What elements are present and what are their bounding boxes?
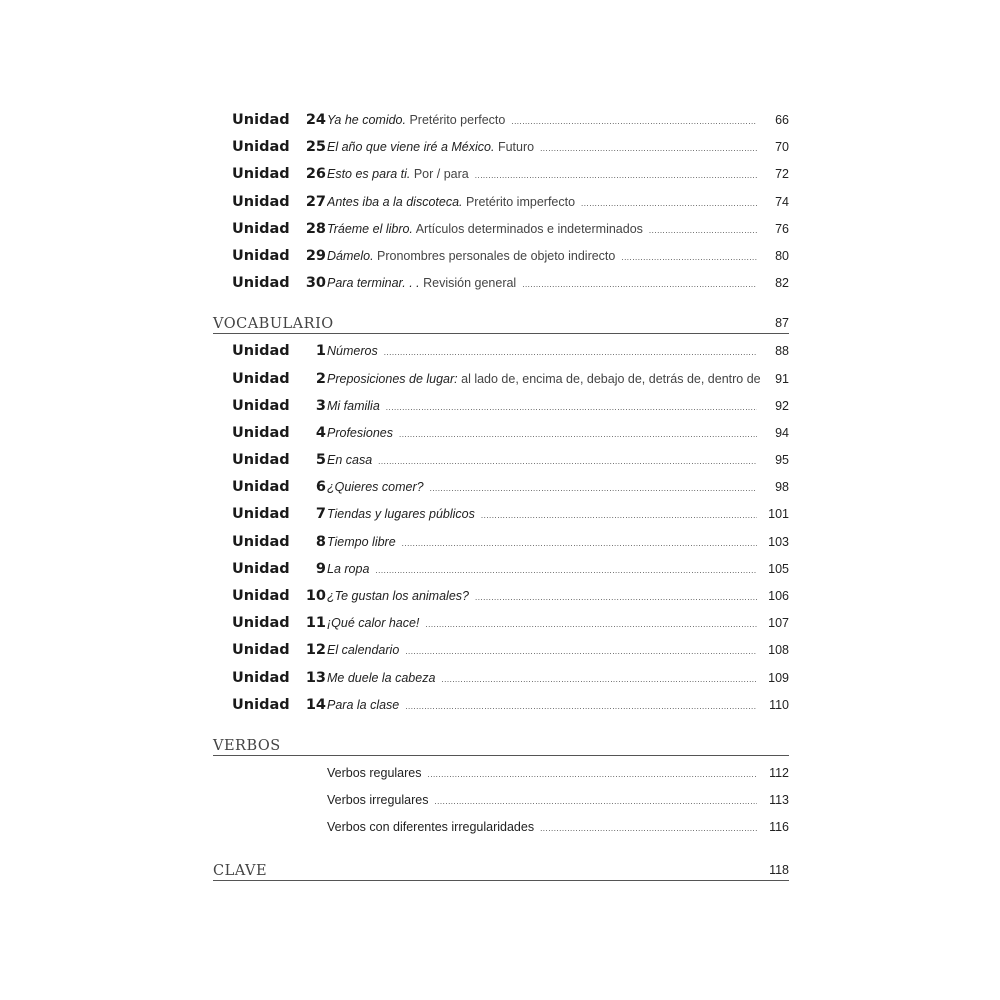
entry-title: [327, 270, 516, 297]
dot-leader: [621, 254, 757, 262]
unit-label: [213, 447, 327, 474]
unit-word: Unidad: [232, 247, 290, 264]
section-header-verbos: [213, 729, 789, 756]
unit-number: 8: [315, 533, 326, 550]
toc-entry-row: [213, 134, 789, 161]
entry: [327, 787, 767, 814]
entry: [327, 610, 767, 637]
entry: [327, 637, 767, 664]
page-number: 91: [775, 371, 789, 386]
entry-title: [327, 692, 399, 719]
section-page-number: 118: [769, 862, 789, 877]
entry-title: [327, 556, 369, 583]
unit-word: Unidad: [232, 343, 290, 360]
unit-number: 27: [305, 193, 326, 210]
entry-title: Verbos irregulares: [327, 793, 429, 808]
page-number: 70: [775, 140, 789, 155]
unit-label: [213, 529, 327, 556]
entry-title-italic: Ya he comido.: [327, 113, 406, 127]
entry-title-italic: La ropa: [327, 561, 370, 576]
entry: [327, 814, 767, 841]
entry-title: [327, 243, 615, 270]
entry-title-italic: ¿Te gustan los animales?: [327, 589, 469, 603]
toc-entry-row: [213, 393, 789, 420]
page-number: 94: [775, 425, 789, 440]
dot-leader: [386, 404, 757, 412]
unit-word: Unidad: [232, 533, 290, 550]
dot-leader: [378, 458, 757, 466]
unit-word: Unidad: [232, 588, 290, 604]
unit-label: [213, 692, 327, 719]
entry-title-plain: Artículos determinados e indeterminados: [412, 221, 643, 236]
entry: [327, 393, 767, 420]
unit-word: Unidad: [232, 112, 290, 128]
entry-title-italic: ¡Qué calor hace!: [327, 616, 420, 631]
page-number: 116: [769, 820, 789, 835]
unit-number: 10: [305, 588, 326, 604]
toc-entry-row: [213, 501, 789, 528]
toc-entry-row: [213, 366, 789, 393]
toc-entry-row: [213, 107, 789, 134]
page-number: 113: [769, 793, 789, 808]
entry-title: Verbos regulares: [327, 765, 422, 780]
entry-title: [327, 216, 643, 243]
entry: [327, 692, 767, 719]
dot-leader: [540, 825, 757, 833]
entry-title-italic: Para la clase: [327, 697, 400, 712]
unit-word: Unidad: [232, 397, 290, 414]
page-number: 101: [768, 507, 789, 522]
unit-label: [213, 338, 327, 365]
unit-label: [213, 501, 327, 528]
dot-leader: [425, 621, 757, 629]
toc-entry-row: [213, 692, 789, 719]
dot-leader: [399, 431, 757, 439]
entry-title-plain: Por / para: [410, 167, 469, 182]
toc-entry-row: [213, 637, 789, 664]
entry-title: [327, 583, 469, 610]
toc-entry-row: [213, 161, 789, 188]
section-header-clave: [213, 854, 789, 881]
unit-word: Unidad: [232, 506, 290, 523]
toc-entry-row: [213, 420, 789, 447]
dot-leader: [475, 594, 757, 602]
table-of-contents: [213, 107, 789, 885]
entry: [327, 189, 767, 216]
unit-number: 13: [305, 669, 326, 686]
entry-title: [327, 665, 435, 692]
unit-word: Unidad: [232, 166, 290, 183]
entry-title-plain: Revisión general: [419, 276, 517, 291]
toc-entry-row: [213, 814, 789, 841]
toc-entry-row: [213, 556, 789, 583]
toc-entry-row: [213, 474, 789, 501]
entry: [327, 420, 767, 447]
unit-label: [213, 393, 327, 420]
unit-number: 7: [315, 506, 326, 523]
dot-leader: [475, 172, 757, 180]
entry-title: [327, 134, 534, 161]
toc-entry-row: [213, 610, 789, 637]
entry-title: [327, 637, 399, 664]
unit-word: Unidad: [232, 370, 290, 387]
toc-entry-row: [213, 665, 789, 692]
unit-label: [213, 134, 327, 161]
entry-title-italic: El año que viene iré a México.: [327, 140, 495, 155]
unit-label: [213, 107, 327, 134]
page-number: 80: [775, 248, 789, 263]
page-number: 82: [775, 276, 789, 291]
page-number: 88: [775, 344, 789, 359]
dot-leader: [402, 540, 757, 548]
dot-leader: [481, 512, 757, 520]
dot-leader: [649, 227, 757, 235]
entry-title: [327, 161, 469, 188]
dot-leader: [428, 771, 757, 779]
unit-label: [213, 610, 327, 637]
entry: [327, 556, 767, 583]
dot-leader: [581, 200, 757, 208]
unit-number: 28: [305, 220, 326, 237]
entry-title-italic: Preposiciones de lugar:: [327, 371, 458, 386]
entry-title-plain: Futuro: [494, 140, 535, 155]
dot-leader: [540, 145, 757, 153]
section-header-vocabulario: [213, 307, 789, 334]
unit-word: Unidad: [232, 479, 290, 496]
entry-title-italic: Tiempo libre: [327, 534, 396, 549]
dot-leader: [430, 485, 757, 493]
entry-title-italic: El calendario: [327, 643, 400, 658]
entry: [327, 270, 767, 297]
toc-entry-row: [213, 189, 789, 216]
verbs-list: [213, 760, 789, 842]
page-number: 92: [775, 398, 789, 413]
entry: [327, 107, 767, 134]
unit-label: [213, 243, 327, 270]
entry-title: [327, 610, 419, 637]
entry: [327, 216, 767, 243]
entry: [327, 501, 767, 528]
unit-number: 11: [305, 615, 326, 632]
unit-number: 30: [305, 275, 326, 292]
unit-label: [213, 420, 327, 447]
section-page-number: 87: [775, 316, 789, 331]
entry: [327, 474, 767, 501]
unit-label: [213, 665, 327, 692]
unit-number: 25: [305, 139, 326, 156]
entry-title-italic: Mi familia: [327, 398, 380, 413]
dot-leader: [405, 648, 757, 656]
unit-number: 24: [305, 112, 326, 128]
unit-number: 4: [315, 424, 326, 441]
page-number: 98: [775, 480, 789, 495]
page-number: 105: [768, 561, 789, 576]
entry-title: [327, 529, 396, 556]
entry-title-italic: Dámelo.: [327, 248, 374, 263]
toc-entry-row: [213, 529, 789, 556]
entry-title-italic: Esto es para ti.: [327, 167, 411, 182]
section-title: CLAVE: [213, 862, 268, 879]
entry: [327, 161, 767, 188]
entry: [327, 529, 767, 556]
page-number: 74: [775, 194, 789, 209]
unit-number: 12: [305, 642, 326, 659]
toc-entry-row: [213, 787, 789, 814]
entry-title: [327, 338, 378, 365]
dot-leader: [375, 567, 757, 575]
unit-word: Unidad: [232, 642, 290, 659]
entry: [327, 447, 767, 474]
unit-number: 9: [315, 560, 326, 577]
entry: [327, 760, 767, 787]
dot-leader: [384, 349, 757, 357]
unit-number: 14: [305, 696, 326, 713]
page-number: 76: [775, 221, 789, 236]
entry: [327, 134, 767, 161]
entry-title: [327, 107, 505, 134]
page-number: 103: [768, 534, 789, 549]
toc-entry-row: [213, 583, 789, 610]
entry-title-plain: Pretérito imperfecto: [462, 194, 576, 209]
toc-entry-row: [213, 338, 789, 365]
entry: [327, 338, 767, 365]
unit-label: [213, 366, 327, 393]
vocabulary-units-list: [213, 338, 789, 719]
entry-title-italic: Tráeme el libro.: [327, 221, 413, 236]
entry-title: [327, 189, 575, 216]
unit-label: [213, 270, 327, 297]
toc-entry-row: [213, 243, 789, 270]
unit-word: Unidad: [232, 615, 290, 632]
entry-title: [327, 420, 393, 447]
toc-entry-row: [213, 216, 789, 243]
unit-number: 6: [315, 479, 326, 496]
page-number: 106: [768, 589, 789, 603]
page-number: 108: [768, 643, 789, 658]
page-number: 107: [768, 616, 789, 631]
entry-title: Verbos con diferentes irregularidades: [327, 820, 535, 835]
entry-title: [327, 501, 475, 528]
grammar-units-list: [213, 107, 789, 297]
dot-leader: [511, 118, 757, 126]
section-title: VERBOS: [213, 737, 281, 754]
entry-title-plain: Pronombres personales de objeto indirecto: [373, 248, 616, 263]
unit-number: 3: [315, 397, 326, 414]
unit-word: Unidad: [232, 452, 290, 469]
entry: [327, 243, 767, 270]
toc-entry-row: [213, 760, 789, 787]
unit-label: [213, 556, 327, 583]
unit-word: Unidad: [232, 139, 290, 156]
unit-word: Unidad: [232, 424, 290, 441]
unit-word: Unidad: [232, 669, 290, 686]
unit-word: Unidad: [232, 275, 290, 292]
unit-label: [213, 189, 327, 216]
entry-title-italic: Profesiones: [327, 425, 394, 440]
entry-title-italic: Tiendas y lugares públicos: [327, 507, 475, 522]
dot-leader: [522, 281, 757, 289]
toc-entry-row: [213, 270, 789, 297]
dot-leader: [405, 703, 757, 711]
entry-title-italic: En casa: [327, 453, 373, 468]
unit-label: [213, 474, 327, 501]
page-number: 110: [769, 697, 789, 712]
unit-label: [213, 216, 327, 243]
entry-title: [327, 393, 380, 420]
entry-title-plain: Pretérito perfecto: [405, 113, 506, 127]
entry-title-italic: Antes iba a la discoteca.: [327, 194, 463, 209]
unit-number: 1: [315, 343, 326, 360]
unit-label: [213, 161, 327, 188]
dot-leader: [434, 798, 757, 806]
page-number: 112: [769, 765, 789, 780]
entry-title-italic: ¿Quieres comer?: [327, 480, 424, 495]
section-title: VOCABULARIO: [213, 316, 334, 333]
unit-word: Unidad: [232, 560, 290, 577]
entry: [327, 665, 767, 692]
entry: [327, 366, 767, 393]
entry-title: [327, 366, 761, 393]
entry-title-italic: Números: [327, 344, 378, 359]
entry: [327, 583, 767, 610]
entry-title-italic: Para terminar. . .: [327, 276, 420, 291]
unit-number: 26: [305, 166, 326, 183]
unit-label: [213, 637, 327, 664]
page-number: 72: [775, 167, 789, 182]
page-number: 66: [775, 113, 789, 127]
unit-word: Unidad: [232, 193, 290, 210]
unit-word: Unidad: [232, 220, 290, 237]
unit-number: 2: [315, 370, 326, 387]
entry-title-plain: al lado de, encima de, debajo de, detrás de, dentro de: [457, 371, 761, 386]
page-number: 95: [775, 453, 789, 468]
unit-word: Unidad: [232, 696, 290, 713]
toc-entry-row: [213, 447, 789, 474]
unit-label: [213, 583, 327, 610]
entry-title: [327, 447, 372, 474]
dot-leader: [441, 676, 757, 684]
unit-number: 5: [315, 452, 326, 469]
entry-title: [327, 474, 424, 501]
unit-number: 29: [305, 247, 326, 264]
page-number: 109: [768, 670, 789, 685]
entry-title-italic: Me duele la cabeza: [327, 670, 436, 685]
